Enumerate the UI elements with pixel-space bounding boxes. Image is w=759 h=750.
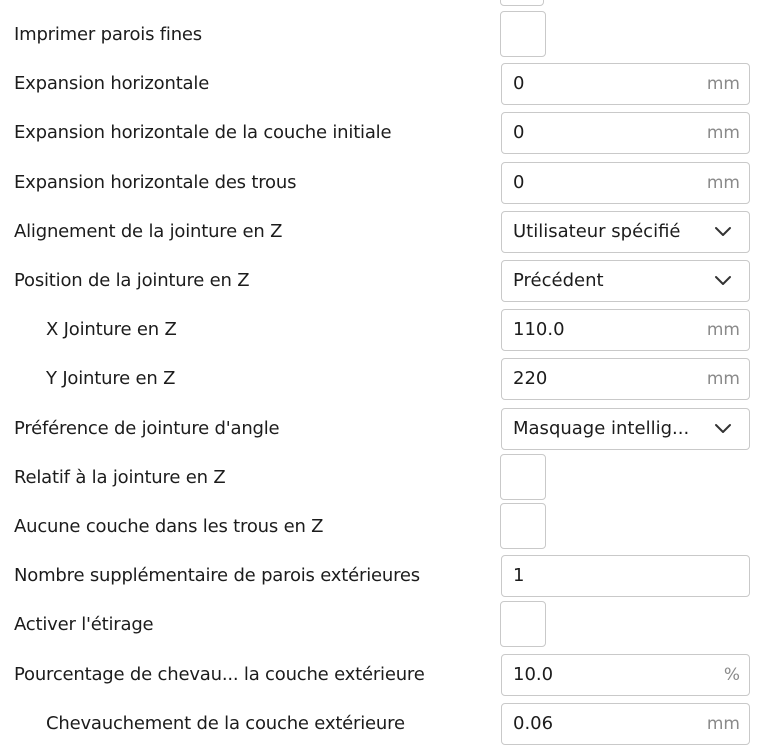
input-value: 0	[513, 171, 525, 193]
unit-label: mm	[706, 172, 740, 193]
setting-label: Imprimer parois fines	[14, 24, 202, 45]
setting-row-aucune-couche-dans-les-trous-en-z	[0, 502, 759, 551]
activer-l-etirage-checkbox[interactable]	[500, 601, 546, 647]
chevron-down-icon	[713, 421, 733, 437]
setting-label: X Jointure en Z	[46, 319, 177, 341]
chevron-down-icon	[713, 273, 733, 289]
input-value: 110.0	[513, 319, 565, 341]
y-jointure-en-z-input[interactable]	[501, 358, 750, 400]
setting-label: Position de la jointure en Z	[14, 270, 250, 291]
setting-label: Expansion horizontale	[14, 73, 210, 95]
partial-checkbox-above[interactable]	[500, 0, 544, 6]
setting-row-chevauchement-de-la-couche-exterieure	[0, 699, 759, 748]
dropdown-selected-value: Précédent	[513, 270, 604, 291]
setting-row-activer-l-etirage	[0, 600, 759, 649]
setting-row-nombre-supplementaire-de-parois-exterieures	[0, 551, 759, 600]
input-value: 0	[513, 122, 525, 144]
setting-row-alignement-de-la-jointure-en-z	[0, 207, 759, 256]
input-value: 10.0	[513, 663, 554, 685]
input-value: 0	[513, 73, 525, 95]
setting-row-pourcentage-de-chevau-la-couche-exterieure	[0, 650, 759, 699]
chevauchement-de-la-couche-exterieure-input[interactable]	[501, 703, 750, 745]
pourcentage-de-chevau-la-couche-exterieure-input[interactable]	[501, 654, 750, 696]
unit-label: %	[723, 664, 740, 685]
aucune-couche-dans-les-trous-en-z-checkbox[interactable]	[500, 503, 546, 549]
unit-label: mm	[706, 123, 740, 144]
relatif-a-la-jointure-en-z-checkbox[interactable]	[500, 454, 546, 500]
dropdown-selected-value: Masquage intellig...	[513, 417, 690, 439]
expansion-horizontale-input[interactable]	[501, 63, 750, 105]
setting-label: Activer l'étirage	[14, 614, 154, 636]
setting-row-x-jointure-en-z	[0, 305, 759, 354]
expansion-horizontale-de-la-couche-initiale-input[interactable]	[501, 112, 750, 154]
setting-row-imprimer-parois-fines	[0, 10, 759, 59]
setting-label: Expansion horizontale de la couche initiale	[14, 122, 392, 144]
setting-label: Nombre supplémentaire de parois extérieures	[14, 565, 420, 587]
setting-label: Chevauchement de la couche extérieure	[46, 712, 405, 734]
unit-label: mm	[706, 713, 740, 734]
setting-row-expansion-horizontale-de-la-couche-initiale	[0, 108, 759, 157]
setting-row-expansion-horizontale	[0, 59, 759, 108]
unit-label: mm	[706, 74, 740, 95]
position-de-la-jointure-en-z-dropdown[interactable]	[501, 260, 750, 302]
imprimer-parois-fines-checkbox[interactable]	[500, 11, 546, 57]
setting-label: Expansion horizontale des trous	[14, 171, 297, 193]
x-jointure-en-z-input[interactable]	[501, 309, 750, 351]
input-value: 220	[513, 368, 548, 390]
setting-row-y-jointure-en-z	[0, 354, 759, 403]
unit-label: mm	[706, 369, 740, 390]
input-value: 1	[513, 565, 525, 587]
preference-de-jointure-d-angle-dropdown[interactable]	[501, 408, 750, 450]
setting-row-preference-de-jointure-d-angle	[0, 404, 759, 453]
expansion-horizontale-des-trous-input[interactable]	[501, 162, 750, 204]
setting-row-position-de-la-jointure-en-z	[0, 256, 759, 305]
unit-label: mm	[706, 320, 740, 341]
setting-label: Pourcentage de chevau... la couche extérieure	[14, 663, 425, 685]
setting-label: Relatif à la jointure en Z	[14, 466, 226, 488]
alignement-de-la-jointure-en-z-dropdown[interactable]	[501, 211, 750, 253]
chevron-down-icon	[713, 224, 733, 240]
input-value: 0.06	[513, 712, 554, 734]
dropdown-selected-value: Utilisateur spécifié	[513, 220, 681, 242]
setting-label: Y Jointure en Z	[46, 368, 176, 390]
setting-row-expansion-horizontale-des-trous	[0, 158, 759, 207]
setting-label: Aucune couche dans les trous en Z	[14, 516, 324, 537]
nombre-supplementaire-de-parois-exterieures-input[interactable]	[501, 555, 750, 597]
setting-label: Alignement de la jointure en Z	[14, 220, 283, 242]
setting-label: Préférence de jointure d'angle	[14, 417, 280, 439]
setting-row-relatif-a-la-jointure-en-z	[0, 453, 759, 502]
